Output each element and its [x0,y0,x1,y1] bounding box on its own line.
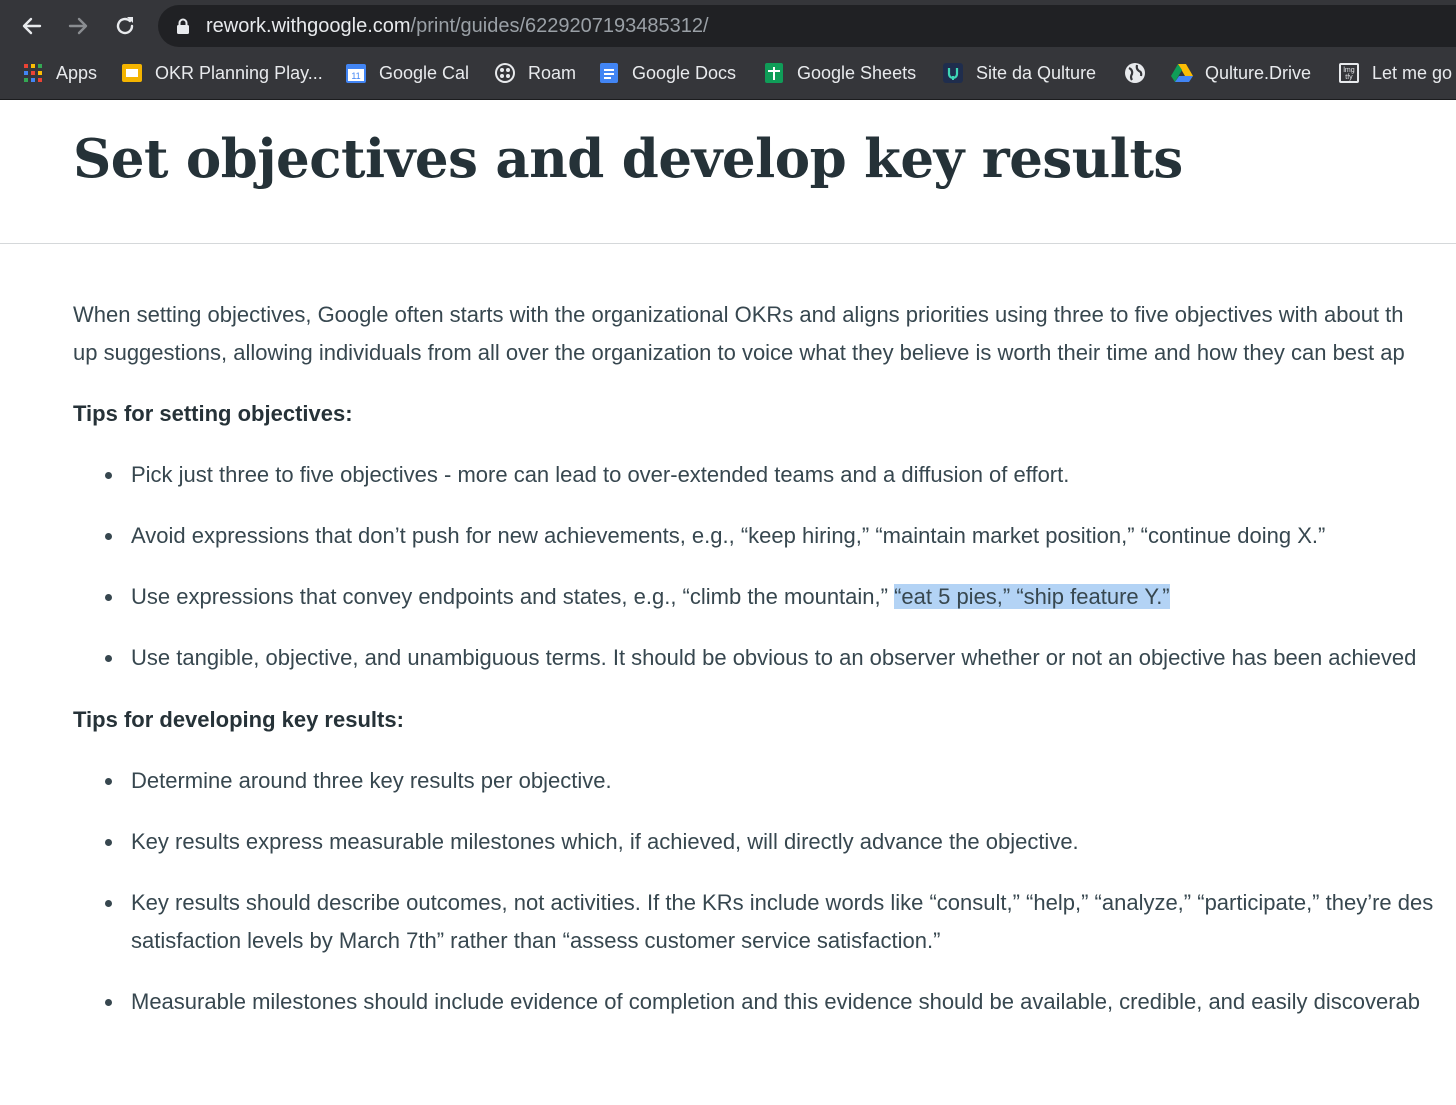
browser-toolbar [0,0,1456,52]
svg-text:lmg: lmg [1343,67,1355,74]
bookmark-google-cal[interactable] [345,52,469,94]
calendar-icon [345,62,367,84]
list-item: Pick just three to five objectives - more can lead to over-extended teams and a diffusion of effort. [105,456,1416,494]
bookmark-roam[interactable] [494,52,576,94]
bookmark-google-sheets[interactable] [763,52,916,94]
lock-icon [176,18,190,35]
reload-button[interactable] [107,8,143,44]
bookmark-label: Roam [528,62,577,83]
bookmark-globe[interactable] [1124,52,1158,94]
forward-button[interactable] [60,8,96,44]
list-item: Key results express measurable milestones which, if achieved, will directly advance the objective. [105,823,1433,861]
intro-line: When setting objectives, Google often starts with the organizational OKRs and aligns priorities using three to five objectives with about th [73,302,1404,327]
bookmarks-bar [0,52,1456,100]
list-item [105,578,1416,616]
roam-icon [494,62,516,84]
bookmark-label: OKR Planning Play... [155,62,323,83]
back-arrow-icon [21,15,43,37]
list-item [105,884,1433,960]
sheets-icon [763,62,785,84]
forward-arrow-icon [67,15,89,37]
back-button[interactable] [14,8,50,44]
bookmark-label: Google Cal [379,62,470,83]
url-path: /print/guides/6229207193485312/ [410,15,709,37]
docs-icon [598,62,620,84]
key-result-tips-list [105,762,1433,1021]
svg-text:tfy: tfy [1345,74,1353,81]
title-divider [0,243,1456,244]
address-bar[interactable] [158,5,1456,47]
bookmark-google-docs[interactable] [598,52,736,94]
bookmark-label: Let me go [1372,62,1453,83]
selected-text-highlight: “eat 5 pies,” “ship feature Y.” [894,584,1170,609]
drive-icon [1171,62,1193,84]
reload-icon [114,15,136,37]
bookmark-okr-planning[interactable] [121,52,323,94]
bookmark-site-da-qulture[interactable] [942,52,1096,94]
url-host: rework.withgoogle.com [206,15,411,37]
intro-line: up suggestions, allowing individuals from all over the organization to voice what they believe is worth their time and how they can best ap [73,340,1405,365]
list-item-line: Key results should describe outcomes, not activities. If the KRs include words like “consult,” “help,” “analyze,” “participate,” they’re des [131,890,1434,915]
bookmark-let-me-go[interactable] [1338,52,1452,94]
key-results-heading: Tips for developing key results: [73,707,404,732]
lmgtfy-icon [1338,62,1360,84]
list-item: Determine around three key results per objective. [105,762,1433,800]
list-item-line: satisfaction levels by March 7th” rather than “assess customer service satisfaction.” [131,928,941,953]
bookmark-label: Apps [56,62,98,83]
list-item: Use tangible, objective, and unambiguous terms. It should be obvious to an observer whether or not an objective has been achieved [105,639,1416,677]
svg-text:11: 11 [351,71,361,81]
slides-icon [121,62,143,84]
qulture-icon [942,62,964,84]
list-item-text: Use expressions that convey endpoints and states, e.g., “climb the mountain,” [131,584,895,609]
page-title: Set objectives and develop key results [73,128,1183,190]
bookmark-label: Google Sheets [797,62,917,83]
objectives-heading: Tips for setting objectives: [73,401,353,426]
bookmark-apps[interactable] [22,52,97,94]
apps-grid-icon [22,62,44,84]
url-text[interactable] [206,5,709,47]
bookmark-qulture-drive[interactable] [1171,52,1311,94]
bookmark-label: Qulture.Drive [1205,62,1312,83]
intro-paragraph [73,296,1456,372]
list-item: Avoid expressions that don’t push for new achievements, e.g., “keep hiring,” “maintain market position,” “continue doing X.” [105,517,1416,555]
list-item: Measurable milestones should include evidence of completion and this evidence should be available, credible, and easily discoverab [105,983,1433,1021]
bookmark-label: Site da Qulture [976,62,1097,83]
globe-icon [1124,62,1146,84]
objective-tips-list [105,456,1416,677]
bookmark-label: Google Docs [632,62,737,83]
